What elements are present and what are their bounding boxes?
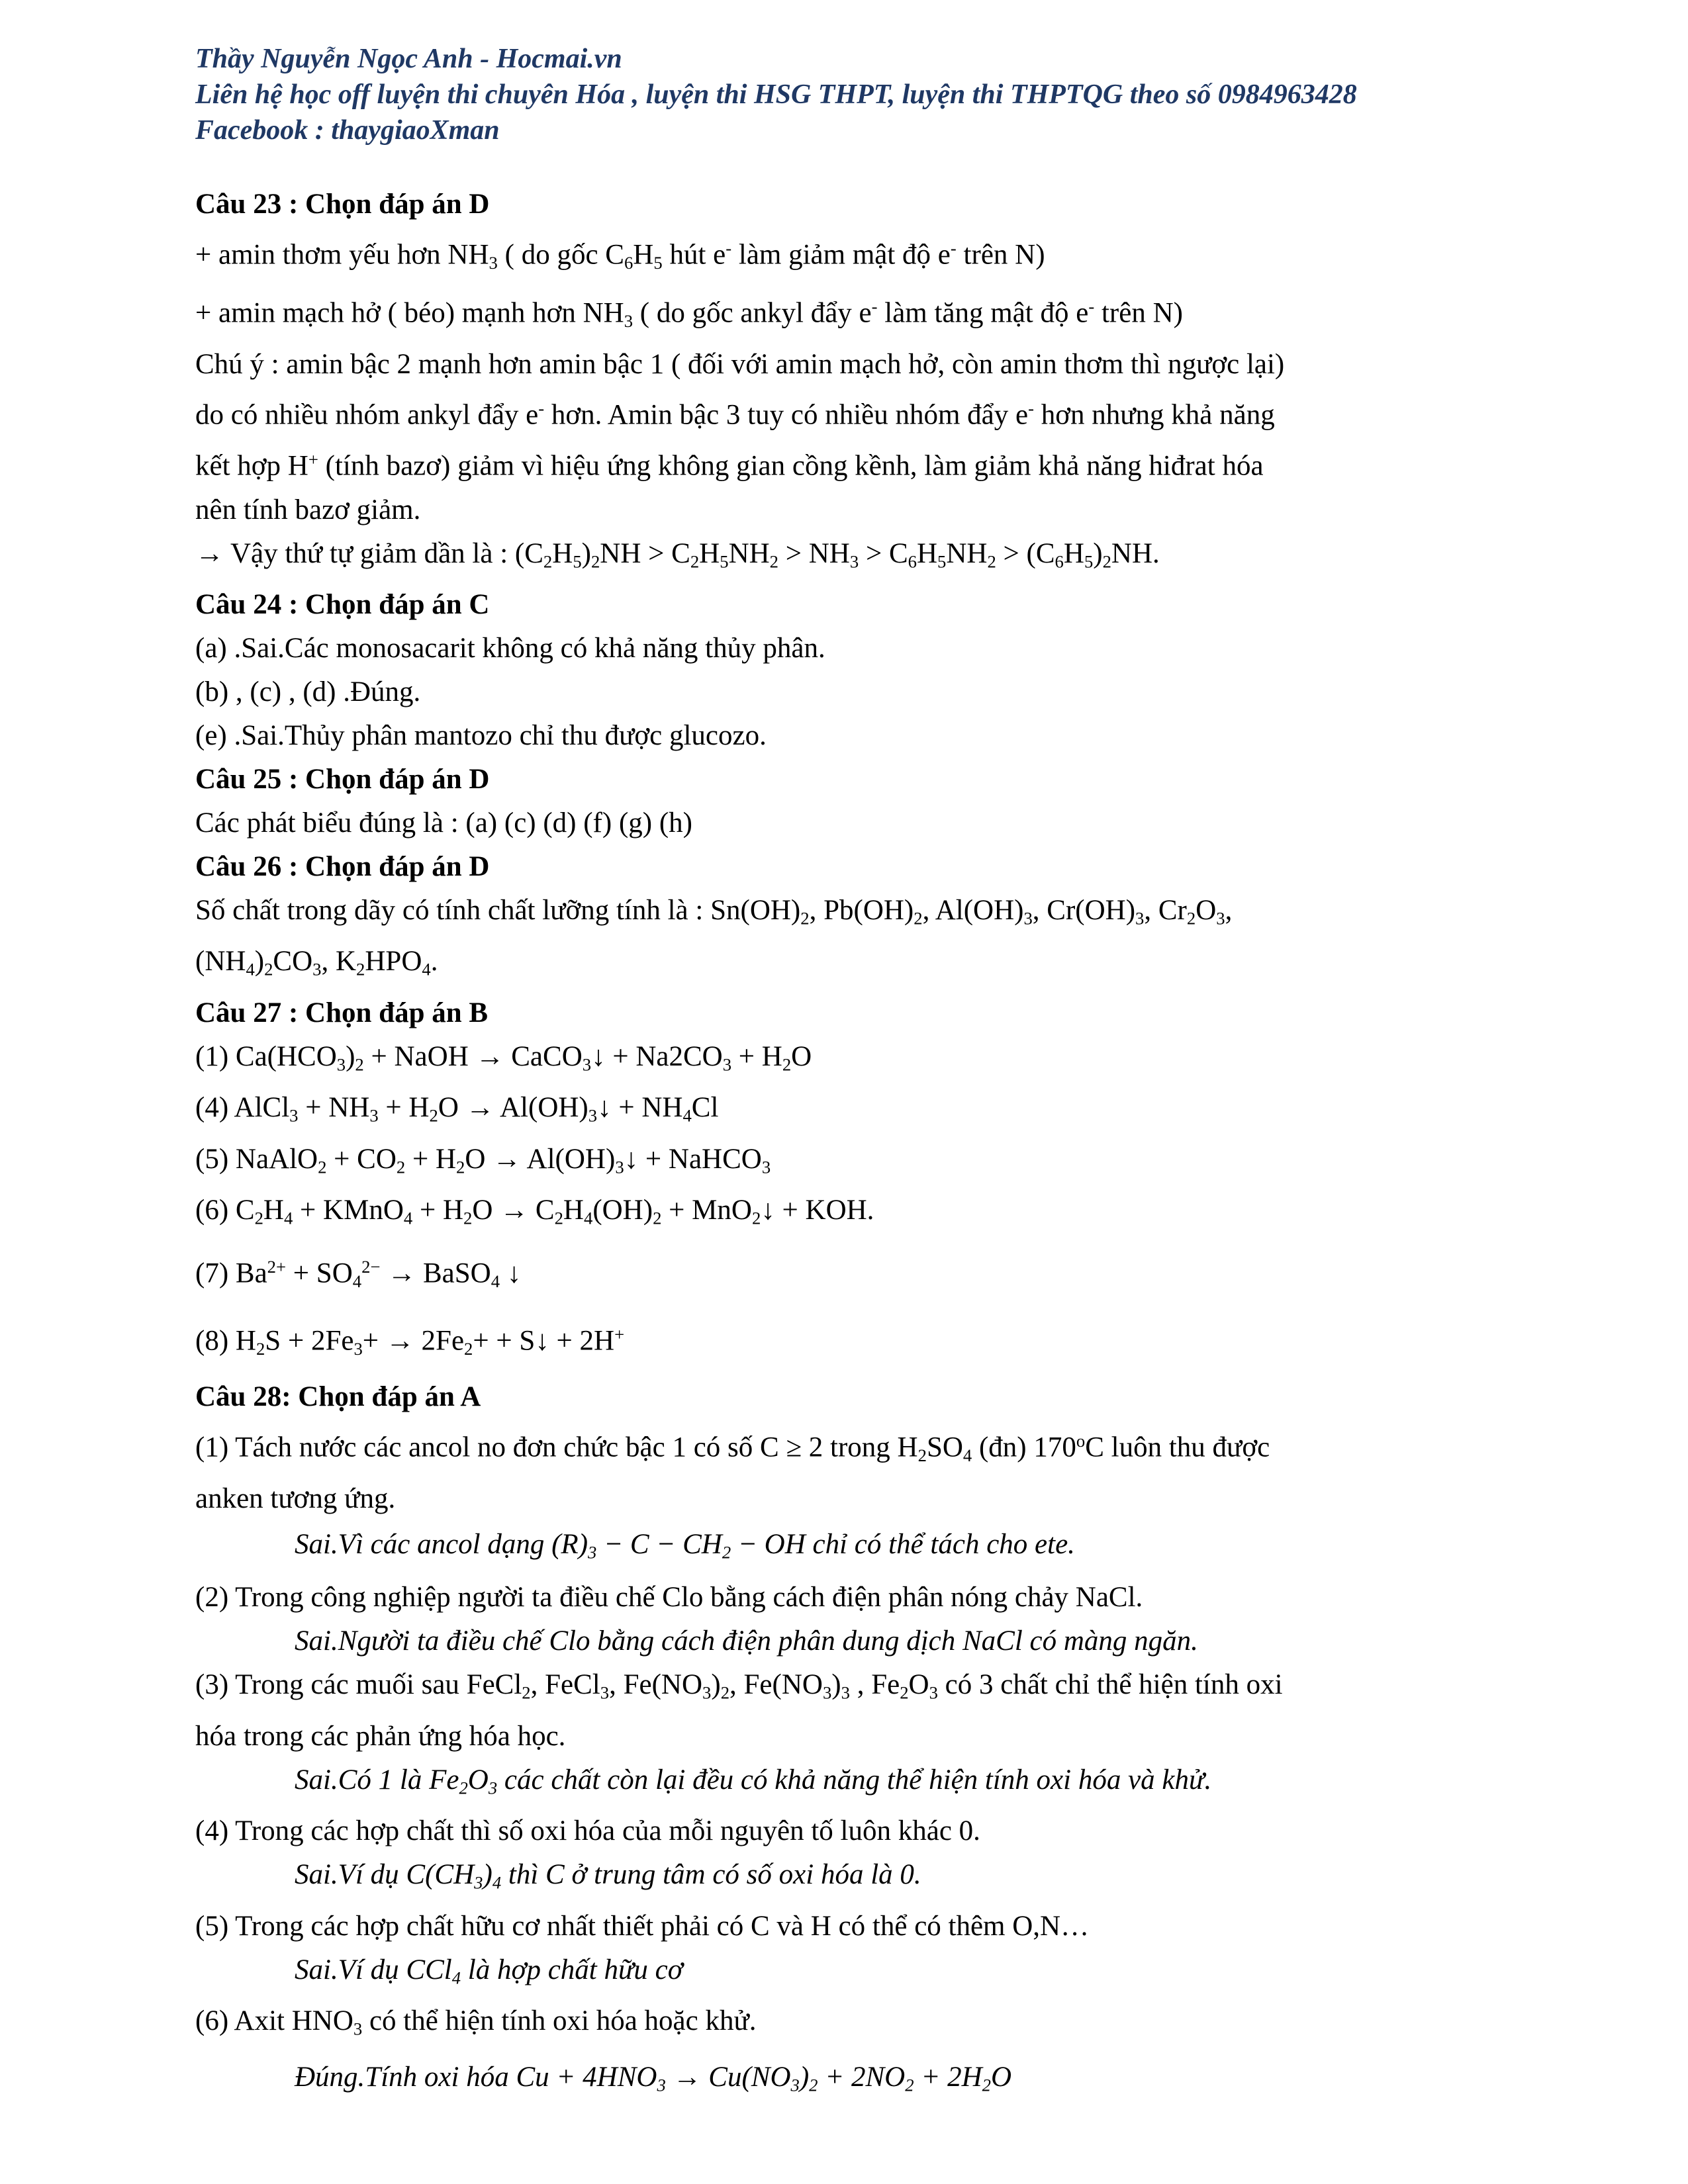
reaction-6: (6) $C_2H_4$ + KMnO$_4$ + $H_2O \to C_2H_4(OH)_2$ + MnO$_2$↓ + KOH. [195, 1195, 874, 1228]
page-header [195, 41, 1493, 148]
q28-statement-1-cont: anken tương ứng. [195, 1483, 396, 1515]
answer-content [195, 183, 1493, 2111]
q28-statement-2: (2) Trong công nghiệp người ta điều chế Clo bằng cách điện phân nóng chảy NaCl. [195, 1582, 1143, 1614]
q28-answer-2: Sai.Người ta điều chế Clo bằng cách điện phân dung dịch NaCl có màng ngăn. [295, 1625, 1198, 1657]
q24-item-bcd: (b) , (c) , (d) .Đúng. [195, 676, 421, 707]
header-facebook: Facebook : thaygiaoXman [195, 115, 500, 146]
q28-statement-5: (5) Trong các hợp chất hữu cơ nhất thiết phải có C và H có thể có thêm O,N… [195, 1910, 1090, 1942]
reaction-1: (1) $Ca(HCO_3)_2$ + NaOH → CaCO$_3$↓ + $Na2CO_3 + H_2O$ [195, 1040, 812, 1075]
document-page [195, 41, 1493, 2111]
q23-line-4: do có nhiều nhóm ankyl đẩy e- hơn. Amin bậc 3 tuy có nhiều nhóm đẩy e- hơn nhưng khả năng [195, 398, 1275, 431]
question-28-title: Câu 28: Chọn đáp án A [195, 1381, 481, 1412]
q23-line-7: → Vậy thứ tự giảm dần là : $(C_2H_5)_2NH > C_2H_5NH_2 > NH_3 > C_6H_5NH_2 > (C_6H_5)_2NH$. [195, 537, 1160, 571]
question-23-title: Câu 23 : Chọn đáp án D [195, 189, 490, 220]
q24-item-a: (a) .Sai.Các monosacarit không có khả năng thủy phân. [195, 632, 825, 664]
reaction-8: (8) $H_2S + 2Fe_3+ \to 2Fe_2+$ + S↓ + 2H+ [195, 1324, 625, 1359]
q24-item-e: (e) .Sai.Thủy phân mantozo chỉ thu được glucozo. [195, 719, 767, 751]
q28-statement-6: (6) Axit $HNO_3$ có thể hiện tính oxi hóa hoặc khử. [195, 2005, 757, 2039]
q28-statement-3-cont: hóa trong các phản ứng hóa học. [195, 1720, 566, 1752]
q23-line-2: + amin mạch hở ( béo) mạnh hơn $NH_3$ ( do gốc ankyl đẩy e- làm tăng mật độ e- trên N) [195, 296, 1183, 332]
q28-answer-4: Sai.Ví dụ $C(CH_3)_4$ thì C ở trung tâm có số oxi hóa là 0. [295, 1859, 921, 1893]
q28-statement-1: (1) Tách nước các ancol no đơn chức bậc 1 có số C ≥ 2 trong $H_2SO_4$ (đn) 170$^o$C luôn thu được [195, 1430, 1270, 1466]
q28-statement-4: (4) Trong các hợp chất thì số oxi hóa của mỗi nguyên tố luôn khác 0. [195, 1815, 980, 1847]
question-24-title: Câu 24 : Chọn đáp án C [195, 588, 490, 620]
header-contact: Liên hệ học off luyện thi chuyên Hóa , luyện thi HSG THPT, luyện thi THPTQG theo số 0984963428 [195, 79, 1357, 110]
q28-answer-5: Sai.Ví dụ CCl$_4$ là hợp chất hữu cơ [295, 1954, 683, 1988]
q25-line-1: Các phát biểu đúng là : (a) (c) (d) (f) (g) (h) [195, 807, 692, 839]
reaction-7: (7) $Ba^{2+} + SO_4^{2-}$ → BaSO$_4$ ↓ [195, 1256, 522, 1291]
q28-statement-3: (3) Trong các muối sau FeCl$_2$, FeCl$_3$, $Fe(NO_3)_2$, $Fe(NO_3)_3$ , $Fe_2O_3$ có 3 chất chỉ thể hiện tính oxi [195, 1669, 1283, 1703]
q23-line-3: Chú ý : amin bậc 2 mạnh hơn amin bậc 1 ( đối với amin mạch hở, còn amin thơm thì ngược lại) [195, 349, 1285, 381]
q26-line-2: $(NH_4)_2CO_3$, $K_2HPO_4$. [195, 946, 438, 979]
q28-answer-6: Đúng.Tính oxi hóa $Cu + 4HNO_3 \to Cu(NO_3)_2 + 2NO_2 + 2H_2O$ [295, 2061, 1012, 2095]
question-25-title: Câu 25 : Chọn đáp án D [195, 763, 490, 795]
question-26-title: Câu 26 : Chọn đáp án D [195, 850, 490, 882]
reaction-5: (5) NaAlO$_2$ + $CO_2 + H_2O$ → $Al(OH)_3↓$ + NaHCO$_3$ [195, 1143, 771, 1177]
question-27-title: Câu 27 : Chọn đáp án B [195, 997, 489, 1028]
q23-line-5: kết hợp H+ (tính bazơ) giảm vì hiệu ứng không gian cồng kềnh, làm giảm khả năng hiđrat hóa [195, 449, 1264, 482]
reaction-4: (4) AlCl$_3$ + $NH_3 + H_2O$ → $Al(OH)_3↓ + NH_4Cl$ [195, 1092, 719, 1126]
q23-line-6: nên tính bazơ giảm. [195, 494, 421, 525]
q26-line-1: Số chất trong dãy có tính chất lưỡng tính là : $Sn(OH)_2$, $Pb(OH)_2$, $Al(OH)_3$, $Cr(OH)_3$, $Cr_2O_3$, [195, 894, 1233, 929]
q28-answer-3: Sai.Có 1 là $Fe_2O_3$ các chất còn lại đều có khả năng thể hiện tính oxi hóa và khử. [295, 1764, 1212, 1798]
q28-answer-1: Sai.Vì các ancol dạng $(R)_3 - C - CH_2$ − OH chỉ có thể tách cho ete. [295, 1529, 1075, 1563]
q23-line-1: + amin thơm yếu hơn $NH_3$ ( do gốc $C_6H_5$ hút e- làm giảm mật độ e- trên N) [195, 238, 1045, 273]
header-author: Thầy Nguyễn Ngọc Anh - Hocmai.vn [195, 44, 622, 74]
